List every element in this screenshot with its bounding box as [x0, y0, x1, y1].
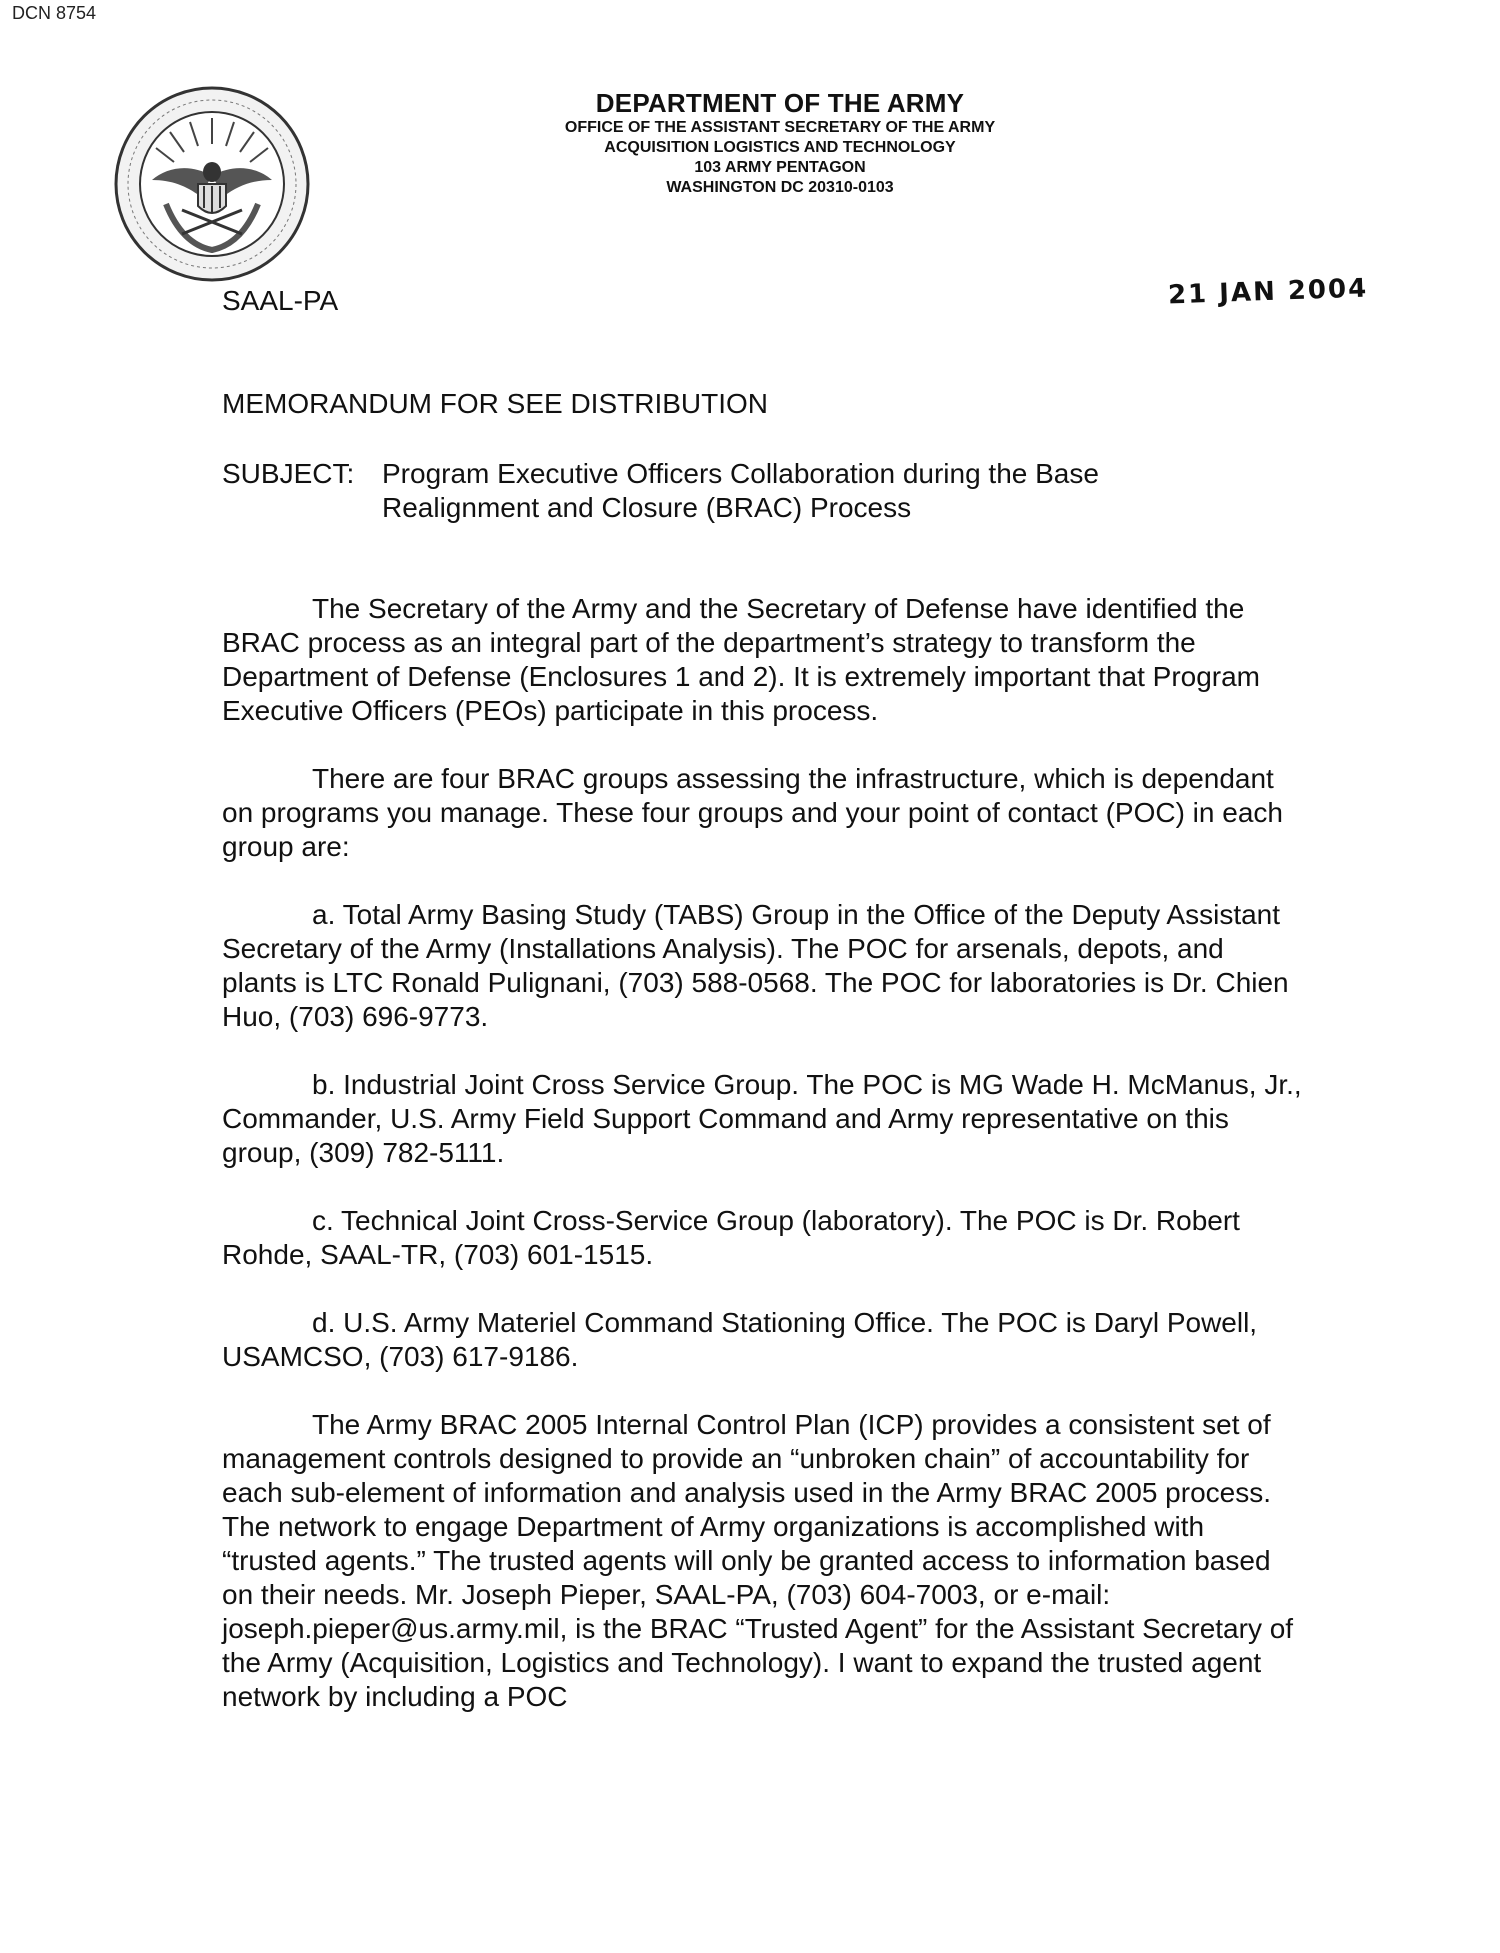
seal-graphic	[112, 84, 312, 284]
poc-item-a: a. Total Army Basing Study (TABS) Group in the Office of the Deputy Assistant Secretary of the Army (Installations Analysis). The POC for arsenals, depots, and plants is LTC Ronald Pulignani, (703) 588-0568. The POC for laboratories is Dr. Chien Huo, (703) 696-9773.	[222, 899, 1289, 1032]
document-control-number: DCN 8754	[12, 3, 97, 23]
subject-block	[222, 457, 1272, 525]
address-line-2: WASHINGTON DC 20310-0103	[666, 179, 894, 196]
poc-item-c: c. Technical Joint Cross-Service Group (laboratory). The POC is Dr. Robert Rohde, SAAL-TR, (703) 601-1515.	[222, 1205, 1240, 1270]
body-paragraph: The Secretary of the Army and the Secretary of Defense have identified the BRAC process as an integral part of the department’s strategy to transform the Department of Defense (Enclosures 1 and 2). It is extremely important that Program Executive Officers (PEOs) participate in this process.	[222, 593, 1261, 726]
dod-seal-icon	[112, 84, 312, 284]
office-name: OFFICE OF THE ASSISTANT SECRETARY OF THE ARMY	[564, 119, 996, 136]
subject-label: SUBJECT:	[222, 458, 355, 489]
poc-item-d: d. U.S. Army Materiel Command Stationing Office. The POC is Daryl Powell, USAMCSO, (703) 617-9186.	[222, 1307, 1258, 1372]
department-name: DEPARTMENT OF THE ARMY	[595, 88, 965, 118]
letterhead	[400, 88, 1160, 198]
body-paragraph: The Army BRAC 2005 Internal Control Plan (ICP) provides a consistent set of management controls designed to provide an “unbroken chain” of accountability for each sub-element of information and analysis used in the Army BRAC 2005 process. The network to engage Department of Army organizations is accomplished with “trusted agents.” The trusted agents will only be granted access to information based on their needs. Mr. Joseph Pieper, SAAL-PA, (703) 604-7003, or e-mail: joseph.pieper@us.army.mil, is the BRAC “Trusted Agent” for the Assistant Secretary of the Army (Acquisition, Logistics and Technology). I want to expand the trusted agent network by including a POC	[222, 1409, 1294, 1712]
office-symbol: SAAL-PA	[222, 285, 339, 316]
subject-line-2: Realignment and Closure (BRAC) Process	[382, 492, 912, 523]
address-line-1: 103 ARMY PENTAGON	[694, 159, 866, 176]
memo-date: 21 JAN 2004	[1167, 273, 1369, 311]
body-paragraph: There are four BRAC groups assessing the infrastructure, which is dependant on programs you manage. These four groups and your point of contact (POC) in each group are:	[222, 763, 1283, 862]
memo-body	[222, 592, 1302, 1748]
poc-item-b: b. Industrial Joint Cross Service Group. The POC is MG Wade H. McManus, Jr., Commander, U.S. Army Field Support Command and Army representative on this group, (309) 782-5111.	[222, 1069, 1302, 1168]
memo-addressee: MEMORANDUM FOR SEE DISTRIBUTION	[222, 388, 769, 419]
subject-line-1: Program Executive Officers Collaboration during the Base	[382, 458, 1099, 489]
division-name: ACQUISITION LOGISTICS AND TECHNOLOGY	[604, 139, 956, 156]
